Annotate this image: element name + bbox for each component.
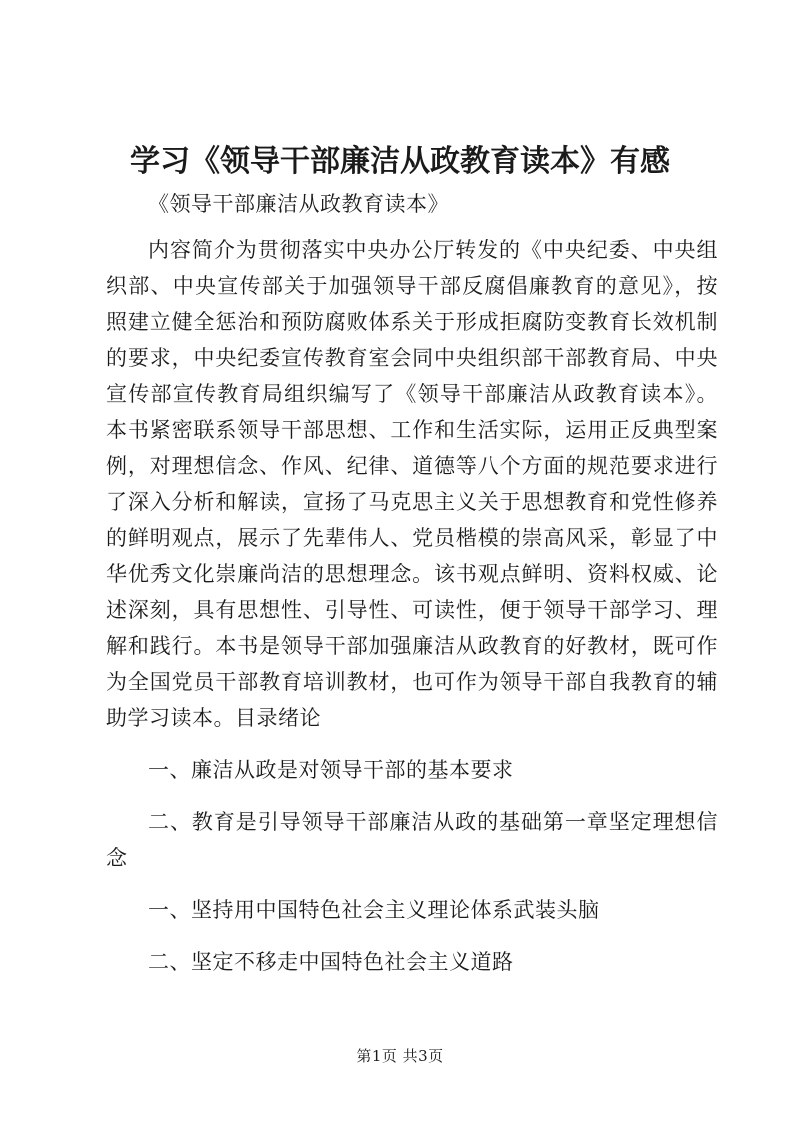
document-body [106,186,718,980]
list-item: 一、廉洁从政是对领导干部的基本要求 [148,758,514,782]
list-item: 二、坚定不移走中国特色社会主义道路 [148,950,514,974]
list-item: 二、教育是引导领导干部廉洁从政的基础第一章坚定理想信念 [106,810,718,870]
intro-paragraph: 内容简介为贯彻落实中央办公厅转发的《中央纪委、中央组织部、中央宣传部关于加强领导干部反腐倡廉教育的意见》，按照建立健全惩治和预防腐败体系关于形成拒腐防变教育长效机制的要求，中央纪委宣传教育室会同中央组织部干部教育局、中央宣传部宣传教育局组织编写了《领导干部廉洁从政教育读本》。本书紧密联系领导干部思想、工作和生活实际，运用正反典型案例，对理想信念、作风、纪律、道德等八个方面的规范要求进行了深入分析和解读，宣扬了马克思主义关于思想教育和党性修养的鲜明观点，展示了先辈伟人、党员楷模的崇高风采，彰显了中华优秀文化崇廉尚洁的思想理念。该书观点鲜明、资料权威、论述深刻，具有思想性、引导性、可读性，便于领导干部学习、理解和践行。本书是领导干部加强廉洁从政教育的好教材，既可作为全国党员干部教育培训教材，也可作为领导干部自我教育的辅助学习读本。目录绪论 [106,238,718,730]
book-subtitle: 《领导干部廉洁从政教育读本》 [148,192,449,216]
page-footer: 第1页 共3页 [356,1047,444,1065]
list-item: 一、坚持用中国特色社会主义理论体系武装头脑 [148,898,600,922]
document-title: 学习《领导干部廉洁从政教育读本》有感 [130,144,670,179]
